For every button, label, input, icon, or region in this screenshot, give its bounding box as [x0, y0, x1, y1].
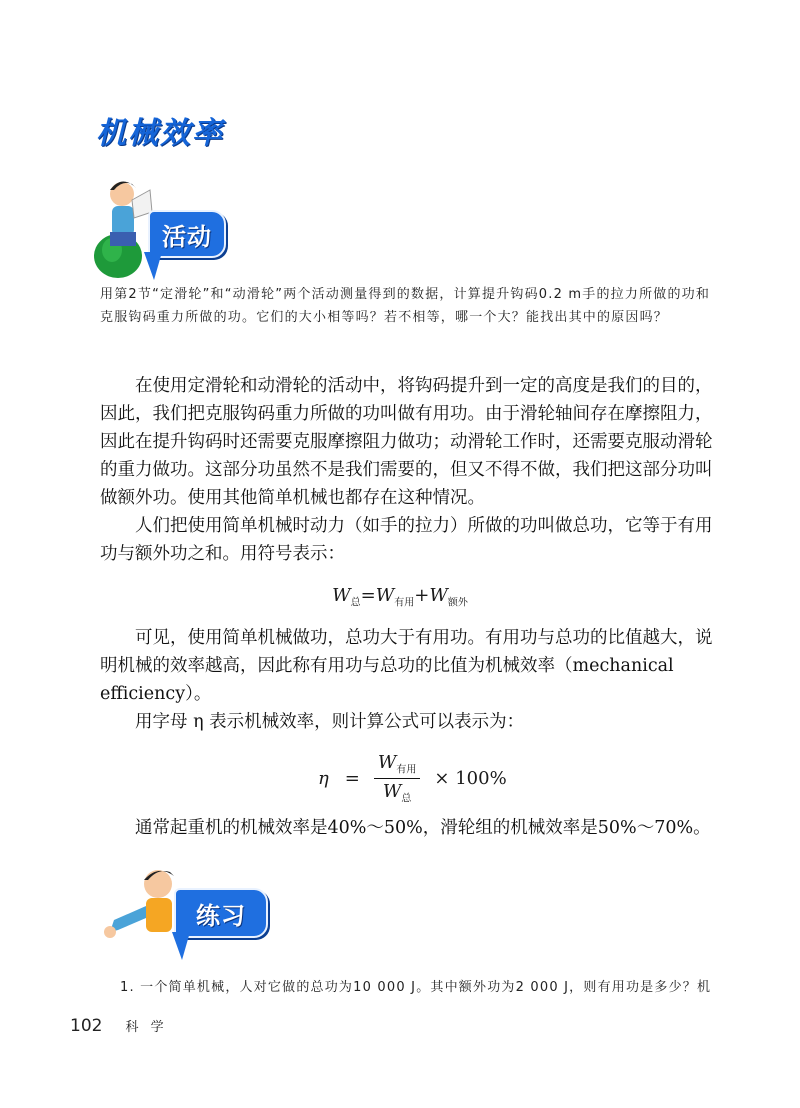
activity-badge-tab [148, 210, 226, 258]
work-sum-formula: $W_总=W_{有用}+W_{额外}$ [332, 585, 468, 609]
page-title: 机械效率 [96, 116, 224, 151]
pointer-tail-icon [168, 932, 198, 962]
paragraph-efficiency-definition: 可见，使用简单机械做功，总功大于有用功。有用功与总功的比值越大，说明机械的效率越高，因此称有用功与总功的比值为机械效率（mechanical efficiency）。 [100, 628, 713, 704]
typical-efficiency-text [100, 814, 718, 842]
activity-badge-label: 活动 [162, 222, 212, 251]
activity-badge [92, 172, 232, 282]
efficiency-fraction: $\frac{W_{有用}}{W_总}$ [374, 752, 421, 804]
paragraph-eta-intro: 用字母 η 表示机械效率，则计算公式可以表示为： [135, 712, 525, 732]
efficiency-formula: η = $\frac{W_{有用}}{W_总}$ × 100% [318, 752, 507, 805]
exercise-badge-tab [174, 888, 268, 938]
intro-text [100, 372, 718, 568]
page-footer [70, 1016, 168, 1036]
subject-label: 科 学 [125, 1020, 168, 1035]
page-number: 102 [70, 1016, 103, 1036]
paragraph-useful-work: 在使用定滑轮和动滑轮的活动中，将钩码提升到一定的高度是我们的目的，因此，我们把克服钩码重力所做的功叫做有用功。由于滑轮轴间存在摩擦阻力，因此在提升钩码时还需要克服摩擦阻力做功；动滑轮工作时，还需要克服动滑轮的重力做功。这部分功虽然不是我们需要的，但又不得不做，我们把这部分功叫做额外功。使用其他简单机械也都存在这种情况。 [100, 376, 713, 508]
activity-text: 用第2节“定滑轮”和“动滑轮”两个活动测量得到的数据，计算提升钩码0.2 m手的拉力所做的功和克服钩码重力所做的功。它们的大小相等吗？若不相等，哪一个大？能找出其中的原因吗？ [100, 287, 711, 325]
exercise-question-1: 1. 一个简单机械，人对它做的总功为10 000 J。其中额外功为2 000 J，则有用功是多少？机 [120, 980, 712, 995]
efficiency-text [100, 624, 718, 736]
exercise-badge [100, 862, 270, 966]
pointer-tail-icon [140, 252, 170, 282]
exercise-badge-label: 练习 [196, 901, 246, 930]
paragraph-typical-efficiency: 通常起重机的机械效率是40%～50%，滑轮组的机械效率是50%～70%。 [135, 818, 711, 838]
paragraph-total-work: 人们把使用简单机械时动力（如手的拉力）所做的功叫做总功，它等于有用功与额外功之和。用符号表示： [100, 516, 713, 564]
